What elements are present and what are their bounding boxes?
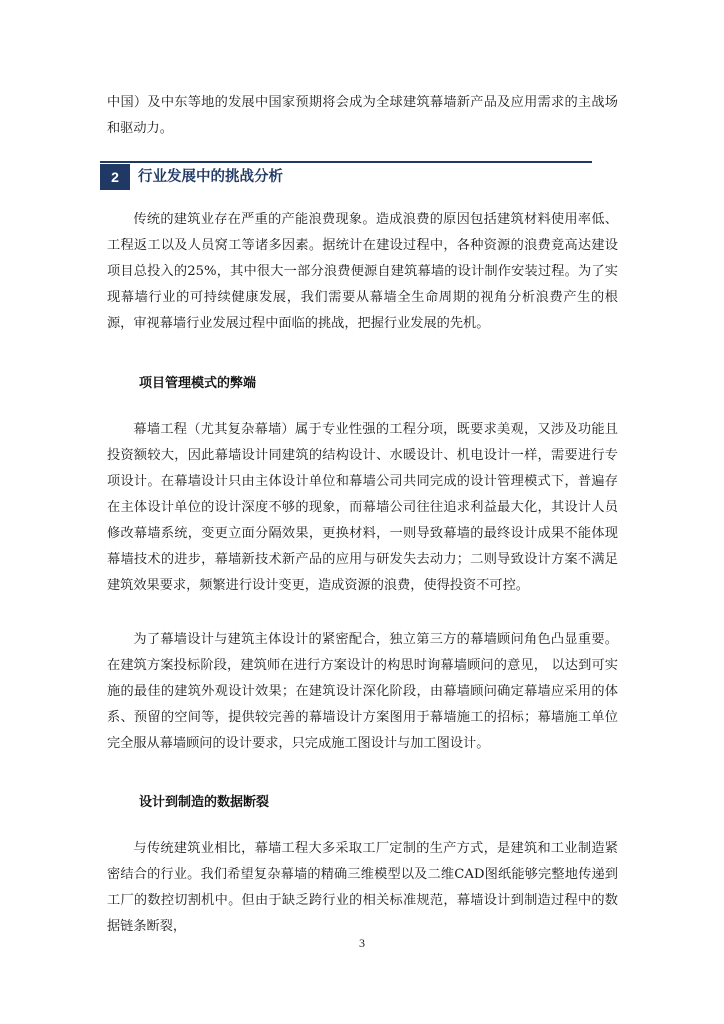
page-number: 3 [359, 936, 365, 950]
section-body [107, 207, 618, 337]
subsection-2-body [107, 836, 618, 940]
intro-block [107, 90, 618, 142]
subsection-heading-2: 设计到制造的数据断裂 [139, 795, 270, 810]
section-paragraph: 传统的建筑业存在严重的产能浪费现象。造成浪费的原因包括建筑材料使用率低、工程返工以及人员窝工等诸多因素。据统计在建设过程中，各种资源的浪费竟高达建设项目总投入的25%，其中很大一部分浪费便源自建筑幕墙的设计制作安装过程。为了实现幕墙行业的可持续健康发展，我们需要从幕墙全生命周期的视角分析浪费产生的根源，审视幕墙行业发展过程中面临的挑战，把握行业发展的先机。 [107, 212, 618, 331]
section-title: 行业发展中的挑战分析 [138, 169, 283, 185]
subsection-heading-1: 项目管理模式的弊端 [139, 376, 257, 391]
section-number: 2 [100, 164, 130, 190]
section-rule [100, 161, 592, 163]
subsection-1-body-2 [107, 627, 618, 757]
subsection-2-paragraph-1: 与传统建筑业相比，幕墙工程大多采取工厂定制的生产方式，是建筑和工业制造紧密结合的行业。我们希望复杂幕墙的精确三维模型以及二维CAD图纸能够完整地传递到工厂的数控切割机中。但由于缺乏跨行业的相关标准规范，幕墙设计到制造过程中的数据链条断裂， [107, 841, 618, 934]
subsection-1-paragraph-1: 幕墙工程（尤其复杂幕墙）属于专业性强的工程分项，既要求美观，又涉及功能且投资额较大，因此幕墙设计同建筑的结构设计、水暖设计、机电设计一样，需要进行专项设计。在幕墙设计只由主体设计单位和幕墙公司共同完成的设计管理模式下，普遍存在主体设计单位的设计深度不够的现象，而幕墙公司往往追求利益最大化，其设计人员修改幕墙系统，变更立面分隔效果，更换材料，一则导致幕墙的最终设计成果不能体现幕墙技术的进步，幕墙新技术新产品的应用与研发失去动力；二则导致设计方案不满足建筑效果要求，频繁进行设计变更，造成资源的浪费，使得投资不可控。 [107, 422, 618, 593]
subsection-1-paragraph-2: 为了幕墙设计与建筑主体设计的紧密配合，独立第三方的幕墙顾问角色凸显重要。在建筑方案投标阶段，建筑师在进行方案设计的构思时询幕墙顾问的意见， 以达到可实施的最佳的建筑外观设计效果；在建筑设计深化阶段，由幕墙顾问确定幕墙应采用的体系、预留的空间等，提供较完善的幕墙设计方案图用于幕墙施工的招标；幕墙施工单位完全服从幕墙顾问的设计要求，只完成施工图设计与加工图设计。 [107, 632, 618, 751]
subsection-1-body [107, 417, 618, 599]
intro-paragraph: 中国）及中东等地的发展中国家预期将会成为全球建筑幕墙新产品及应用需求的主战场和驱动力。 [107, 95, 618, 136]
section-header [100, 164, 592, 194]
